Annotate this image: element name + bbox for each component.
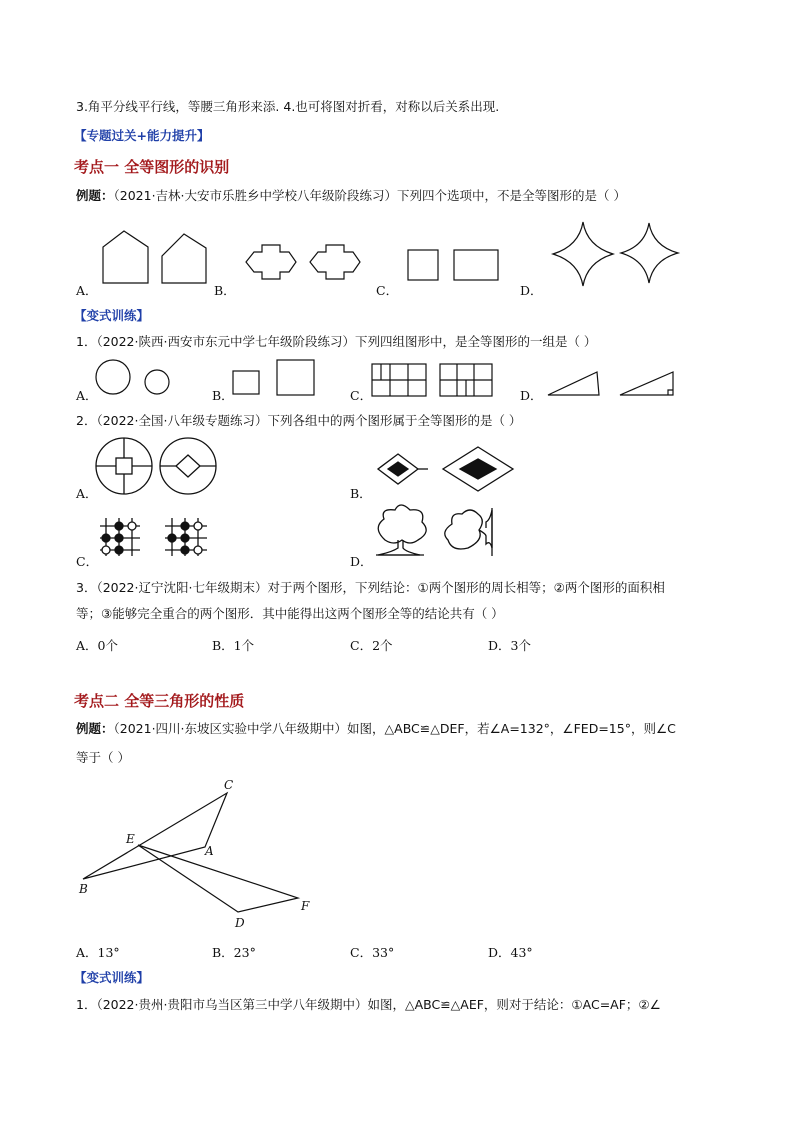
k1-option-c: C．	[376, 283, 399, 298]
example-label: 例题：	[76, 188, 114, 203]
example-label: 例题：	[76, 721, 114, 736]
k1-option-a: A．	[76, 283, 98, 298]
v1-q2-option-a: A．	[76, 486, 98, 501]
variant1-header: 【变式训练】	[74, 308, 150, 323]
kaodian2-example-line2: 等于（ ）	[76, 750, 130, 765]
v1-q1-option-a: A．	[76, 388, 98, 403]
k2-option-b: B．23°	[212, 945, 256, 960]
v1-q1-option-d: D．	[520, 388, 543, 403]
point-label-f: F	[301, 899, 310, 913]
point-label-a: A	[205, 844, 214, 858]
k2-option-c: C．33°	[350, 945, 395, 960]
v1-q3-option-d: D．3个	[488, 638, 531, 653]
v1-q3-option-a: A．0个	[76, 638, 118, 653]
v1-q3-option-b: B．1个	[212, 638, 255, 653]
k2-option-d: D．43°	[488, 945, 533, 960]
v1-q2-text: 2．（2022·全国·八年级专题练习）下列各组中的两个图形属于全等图形的是（ ）	[76, 413, 522, 428]
triangle-abc	[83, 793, 227, 879]
v1-q2-option-d: D．	[350, 554, 373, 569]
v1-q2-option-c: C．	[76, 554, 99, 569]
v2-q1-text: 1．（2022·贵州·贵阳市乌当区第三中学八年级期中）如图，△ABC≌△AEF，则对于结论：①AC=AF；②∠	[76, 997, 661, 1012]
v1-q1-option-c: C．	[350, 388, 373, 403]
v1-q2-option-b: B．	[350, 486, 372, 501]
v1-q1-option-b: B．	[212, 388, 234, 403]
triangle-def	[138, 845, 298, 912]
example-text: （2021·吉林·大安市乐胜乡中学校八年级阶段练习）下列四个选项中，不是全等图形的是（ ）	[113, 188, 626, 203]
point-label-c: C	[224, 778, 234, 792]
k2-option-a: A．13°	[76, 945, 120, 960]
k1-option-b: B．	[214, 283, 236, 298]
point-label-e: E	[126, 832, 135, 846]
k1-option-d: D．	[520, 283, 543, 298]
point-label-d: D	[235, 916, 245, 930]
v1-q1-text: 1．（2022·陕西·西安市东元中学七年级阶段练习）下列四组图形中，是全等图形的一组是（ ）	[76, 334, 597, 349]
variant2-header: 【变式训练】	[74, 970, 150, 985]
kaodian2-title: 考点二 全等三角形的性质	[74, 692, 245, 710]
v1-q3-line1: 3．（2022·辽宁沈阳·七年级期末）对于两个图形，下列结论：①两个图形的周长相等；②两个图形的面积相	[76, 580, 665, 595]
v1-q3-option-c: C．2个	[350, 638, 393, 653]
intro-line: 3.角平分线平行线，等腰三角形来添. 4.也可将图对折看，对称以后关系出现.	[76, 99, 500, 114]
kaodian1-title: 考点一 全等图形的识别	[74, 158, 230, 176]
section-header: 【专题过关+能力提升】	[74, 128, 210, 143]
v1-q3-line2: 等；③能够完全重合的两个图形．其中能得出这两个图形全等的结论共有（ ）	[76, 606, 504, 621]
point-label-b: B	[79, 882, 88, 896]
example-line1-text: （2021·四川·东坡区实验中学八年级期中）如图，△ABC≌△DEF，若∠A=132°，∠FED=15°，则∠C	[113, 721, 676, 736]
